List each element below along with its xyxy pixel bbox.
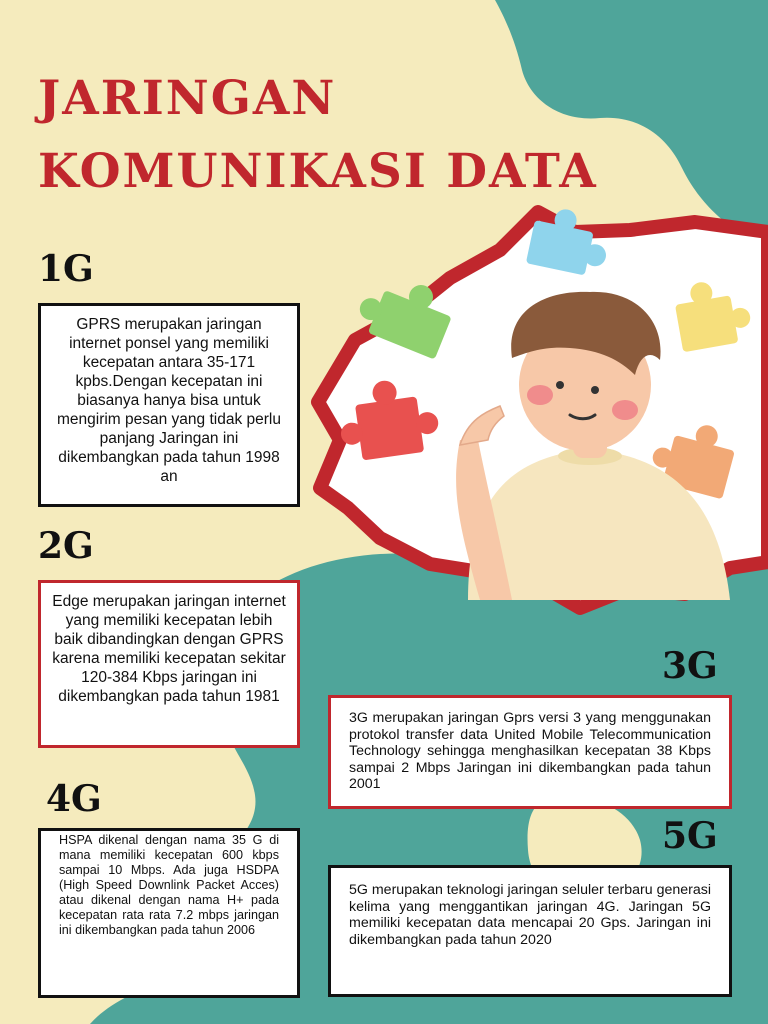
info-box-2g: Edge merupakan jaringan internet yang memiliki kecepatan lebih baik dibandingkan dengan GPRS karena memiliki kecepatan sekitar 120-384 Kbps jaringan ini dikembangkan pada tahun 1981 — [38, 580, 300, 748]
section-label-1g: 1G — [38, 248, 94, 290]
info-box-5g: 5G merupakan teknologi jaringan seluler terbaru generasi kelima yang menggantikan jaringan 4G. Jaringan 5G memiliki kecepatan data mencapai 20 Gps. Jaringan ini dikembangkan pada tahun 2020 — [328, 865, 732, 997]
thinking-person-illustration — [300, 190, 768, 630]
section-label-2g: 2G — [38, 525, 94, 567]
page-title-line-2: KOMUNIKASI DATA — [38, 144, 598, 199]
info-box-1g: GPRS merupakan jaringan internet ponsel yang memiliki kecepatan antara 35-171 kpbs.Dengan kecepatan ini biasanya hanya bisa untuk mengirim pesan yang tidak perlu panjang Jaringan ini dikembangkan pada tahun 1998 an — [38, 303, 300, 507]
info-box-4g: HSPA dikenal dengan nama 35 G di mana memiliki kecepatan 600 kbps sampai 10 Mbps. Ada juga HSDPA (High Speed Downlink Packet Acces) atau dikenal dengan nama H+ pada kecepatan rata rata 7.2 mbps jaringan ini dikembangkan pada tahun 2006 — [38, 828, 300, 998]
section-label-4g: 4G — [46, 778, 102, 820]
page-title — [38, 62, 598, 208]
page-title-line-1: JARINGAN — [38, 71, 337, 126]
info-box-3g: 3G merupakan jaringan Gprs versi 3 yang menggunakan protokol transfer data United Mobile Telecommunication Technology sehingga menghasilkan kecepatan 38 Kbps sampai 2 Mbps Jaringan ini dikembangkan pada tahun 2001 — [328, 695, 732, 809]
section-label-5g: 5G — [662, 815, 718, 857]
section-label-3g: 3G — [662, 645, 718, 687]
